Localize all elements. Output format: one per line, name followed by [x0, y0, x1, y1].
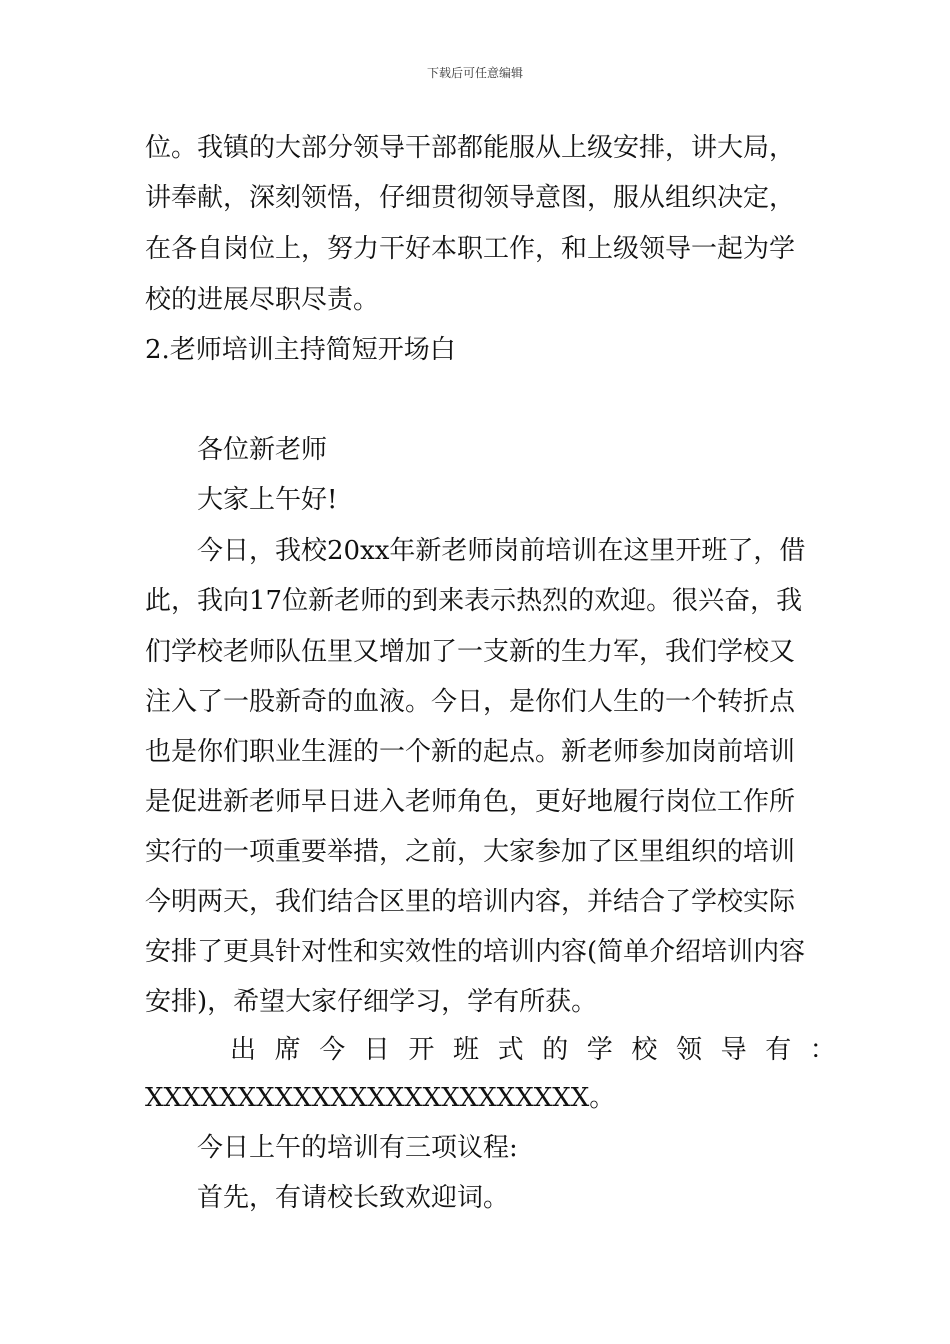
section-heading: 2.老师培训主持简短开场白 [145, 335, 456, 365]
page-header-note: 下载后可任意编辑 [426, 66, 523, 80]
body-line: 也是你们职业生涯的一个新的起点。新老师参加岗前培训 [145, 737, 796, 767]
body-line: 注入了一股新奇的血液。今日，是你们人生的一个转折点 [145, 687, 796, 717]
body-line: 在各自岗位上，努力干好本职工作，和上级领导一起为学 [145, 234, 796, 264]
body-line: 实行的一项重要举措，之前，大家参加了区里组织的培训 [145, 837, 796, 867]
body-line: 讲奉献，深刻领悟，仔细贯彻领导意图，服从组织决定， [145, 183, 796, 213]
body-line: XXXXXXXXXXXXXXXXXXXXXXXX。 [145, 1083, 616, 1113]
body-line: 安排了更具针对性和实效性的培训内容(简单介绍培训内容 [145, 937, 806, 967]
greeting: 大家上午好! [197, 485, 338, 515]
body-line: 今日，我校20xx年新老师岗前培训在这里开班了，借 [197, 536, 806, 566]
body-line: 首先，有请校长致欢迎词。 [197, 1183, 510, 1213]
body-line: 出席今日开班式的学校领导有： [230, 1035, 855, 1065]
body-line: 安排)，希望大家仔细学习，学有所获。 [145, 987, 598, 1017]
body-line: 今明两天，我们结合区里的培训内容，并结合了学校实际 [145, 887, 796, 917]
body-line: 校的进展尽职尽责。 [145, 285, 380, 315]
body-line: 位。我镇的大部分领导干部都能服从上级安排，讲大局， [145, 133, 796, 163]
body-line: 们学校老师队伍里又增加了一支新的生力军，我们学校又 [145, 637, 796, 667]
body-line: 此，我向17位新老师的到来表示热烈的欢迎。很兴奋，我 [145, 586, 803, 616]
body-line: 今日上午的培训有三项议程: [197, 1133, 518, 1163]
salutation: 各位新老师 [197, 435, 328, 465]
body-line: 是促进新老师早日进入老师角色，更好地履行岗位工作所 [145, 787, 796, 817]
